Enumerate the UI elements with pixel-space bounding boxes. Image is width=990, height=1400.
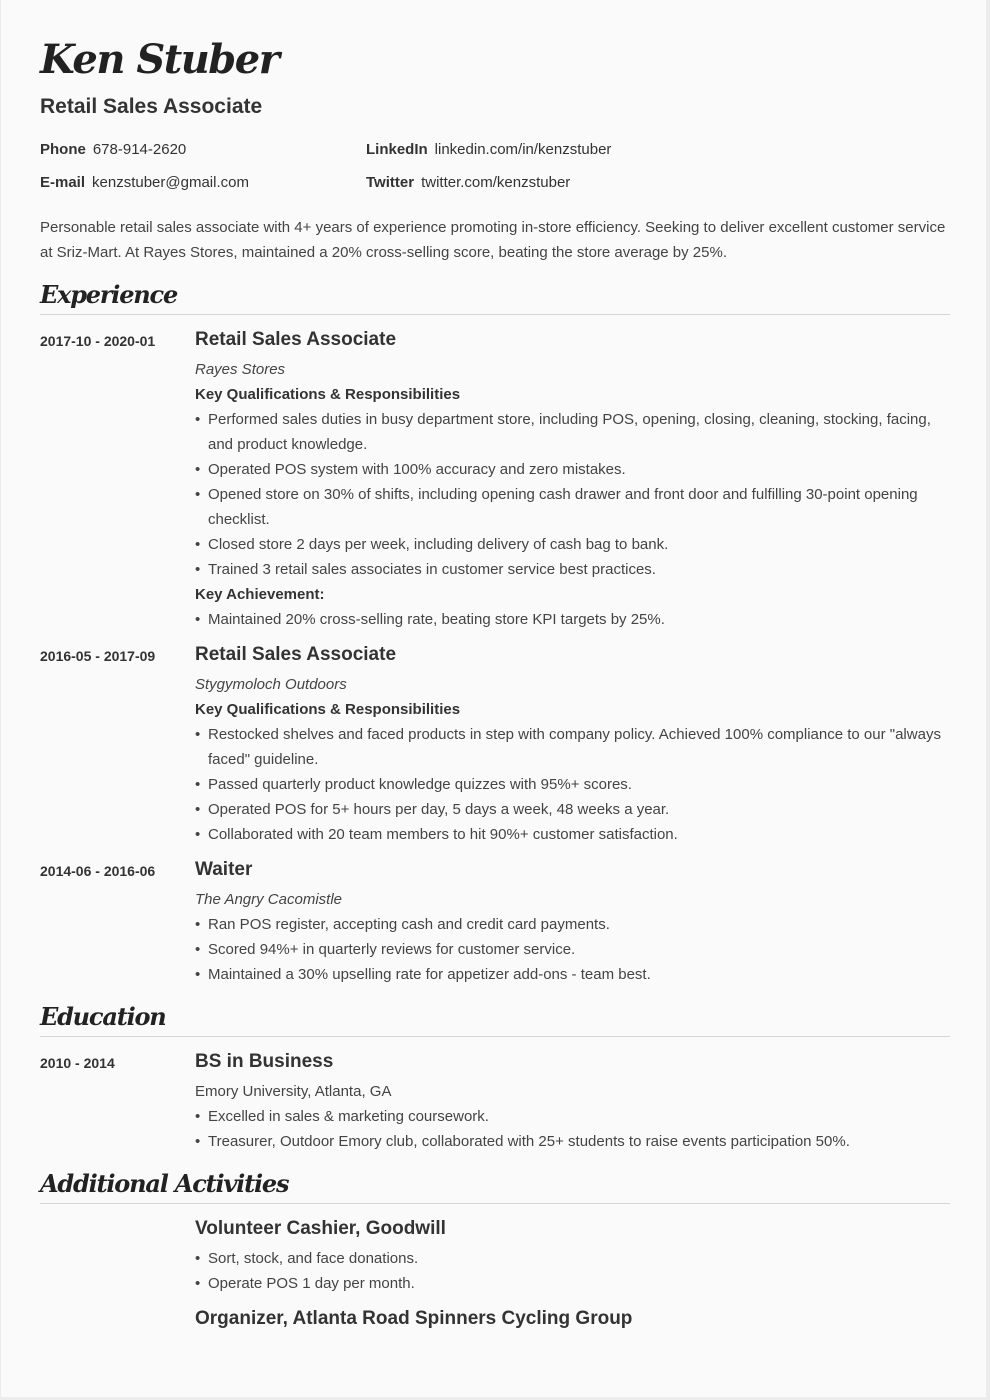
job-title: Retail Sales Associate <box>195 329 397 350</box>
list-item: • Sort, stock, and face donations. <box>195 1246 950 1271</box>
list-item: • Excelled in sales & marketing coursework. <box>195 1104 950 1129</box>
linkedin-label: LinkedIn <box>366 141 428 158</box>
twitter-label: Twitter <box>366 174 415 191</box>
list-item: • Maintained a 30% upselling rate for appetizer add-ons - team best. <box>195 962 950 987</box>
list-item: • Restocked shelves and faced products in step with company policy. Achieved 100% compliance to our "always faced" guideline. <box>195 722 950 772</box>
list-item: • Collaborated with 20 team members to hit 90%+ customer satisfaction. <box>195 822 950 847</box>
list-item: • Operated POS for 5+ hours per day, 5 days a week, 48 weeks a year. <box>195 797 950 822</box>
contact-phone <box>40 141 186 158</box>
email-label: E-mail <box>40 174 86 191</box>
job-entry <box>195 643 950 847</box>
contact-linkedin <box>366 141 611 158</box>
section-title-experience: Experience <box>40 280 178 309</box>
email-value: kenzstuber@gmail.com <box>92 174 249 191</box>
section-title-activities: Additional Activities <box>40 1169 289 1198</box>
education-dates: 2010 - 2014 <box>40 1055 115 1071</box>
list-item: • Trained 3 retail sales associates in customer service best practices. <box>195 557 950 582</box>
list-item: • Passed quarterly product knowledge quizzes with 95%+ scores. <box>195 772 950 797</box>
responsibilities-list <box>195 912 950 987</box>
list-item: • Ran POS register, accepting cash and credit card payments. <box>195 912 950 937</box>
responsibilities-list <box>195 407 950 582</box>
school-name: Emory University, Atlanta, GA <box>195 1083 392 1100</box>
education-entry <box>195 1050 950 1154</box>
job-company: Stygymoloch Outdoors <box>195 676 347 693</box>
qualifications-heading: Key Qualifications & Responsibilities <box>195 701 461 718</box>
section-title-education: Education <box>40 1002 166 1031</box>
candidate-role: Retail Sales Associate <box>40 95 263 118</box>
resume-page <box>1 0 986 1397</box>
profile-summary: Personable retail sales associate with 4+ years of experience promoting in-store efficiency. Seeking to deliver excellent customer service at Sriz-Mart. At Rayes Stores, maintained a 20% cross-selling score, beating the store average by 25%. <box>40 219 946 261</box>
list-item: • Scored 94%+ in quarterly reviews for customer service. <box>195 937 950 962</box>
job-dates: 2017-10 - 2020-01 <box>40 333 156 349</box>
list-item: • Performed sales duties in busy department store, including POS, opening, closing, cleaning, stocking, facing, and product knowledge. <box>195 407 950 457</box>
activity-entry <box>195 1217 950 1296</box>
responsibilities-list <box>195 722 950 847</box>
activity-entry <box>195 1307 950 1336</box>
qualifications-heading: Key Qualifications & Responsibilities <box>195 386 461 403</box>
job-dates: 2014-06 - 2016-06 <box>40 863 156 879</box>
degree-title: BS in Business <box>195 1051 334 1072</box>
phone-value: 678-914-2620 <box>92 141 187 158</box>
activity-list <box>195 1246 950 1296</box>
section-divider <box>40 1036 950 1037</box>
activity-title: Volunteer Cashier, Goodwill <box>195 1218 446 1239</box>
list-item: • Treasurer, Outdoor Emory club, collaborated with 25+ students to raise events participation 50%. <box>195 1129 950 1154</box>
job-title: Retail Sales Associate <box>195 644 397 665</box>
section-divider <box>40 1203 950 1204</box>
education-list <box>195 1104 950 1154</box>
achievements-list <box>195 607 950 632</box>
job-title: Waiter <box>195 859 253 880</box>
job-dates: 2016-05 - 2017-09 <box>40 648 156 664</box>
list-item: • Operated POS system with 100% accuracy and zero mistakes. <box>195 457 950 482</box>
section-divider <box>40 314 950 315</box>
list-item: • Operate POS 1 day per month. <box>195 1271 950 1296</box>
list-item: • Opened store on 30% of shifts, including opening cash drawer and front door and fulfilling 30-point opening checklist. <box>195 482 950 532</box>
contact-email <box>40 174 249 191</box>
job-entry <box>195 858 950 987</box>
contact-twitter <box>366 174 570 191</box>
phone-label: Phone <box>40 141 86 158</box>
achievement-heading: Key Achievement: <box>195 586 325 603</box>
job-company: Rayes Stores <box>195 361 286 378</box>
list-item: • Closed store 2 days per week, including delivery of cash bag to bank. <box>195 532 950 557</box>
job-company: The Angry Cacomistle <box>195 891 342 908</box>
candidate-name: Ken Stuber <box>40 36 279 83</box>
list-item: • Maintained 20% cross-selling rate, beating store KPI targets by 25%. <box>195 607 950 632</box>
twitter-value: twitter.com/kenzstuber <box>421 174 571 191</box>
activity-title: Organizer, Atlanta Road Spinners Cycling Group <box>195 1308 633 1329</box>
linkedin-value: linkedin.com/in/kenzstuber <box>434 141 612 158</box>
job-entry <box>195 328 950 632</box>
